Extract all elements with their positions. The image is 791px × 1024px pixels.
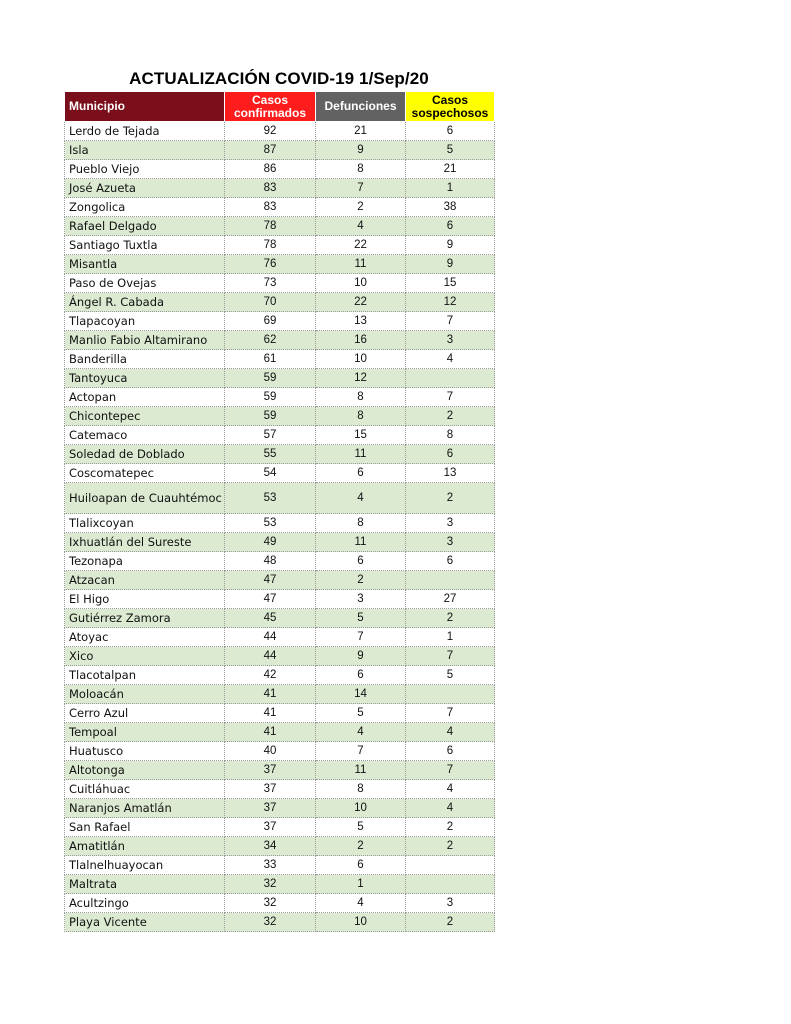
table-row xyxy=(65,255,495,274)
cell-municipio: Tempoal xyxy=(65,723,225,742)
cell-municipio: Banderilla xyxy=(65,350,225,369)
table-row xyxy=(65,590,495,609)
cell-defunciones: 7 xyxy=(316,628,406,647)
cell-municipio: José Azueta xyxy=(65,179,225,198)
cell-municipio: El Higo xyxy=(65,590,225,609)
cell-defunciones: 6 xyxy=(316,464,406,483)
cell-defunciones: 8 xyxy=(316,780,406,799)
cell-casos-confirmados: 70 xyxy=(225,293,316,312)
cell-municipio: Tlapacoyan xyxy=(65,312,225,331)
cell-defunciones: 21 xyxy=(316,122,406,141)
table-row xyxy=(65,780,495,799)
cell-casos-confirmados: 47 xyxy=(225,590,316,609)
cell-defunciones: 13 xyxy=(316,312,406,331)
cell-defunciones: 11 xyxy=(316,255,406,274)
table-row xyxy=(65,483,495,514)
cell-casos-sospechosos xyxy=(406,685,495,704)
cell-defunciones: 2 xyxy=(316,837,406,856)
cell-casos-confirmados: 44 xyxy=(225,647,316,666)
cell-defunciones: 9 xyxy=(316,647,406,666)
cell-defunciones: 10 xyxy=(316,799,406,818)
cell-casos-sospechosos: 27 xyxy=(406,590,495,609)
cell-casos-sospechosos: 7 xyxy=(406,647,495,666)
table-row xyxy=(65,198,495,217)
cell-casos-confirmados: 37 xyxy=(225,761,316,780)
cell-casos-confirmados: 48 xyxy=(225,552,316,571)
cell-municipio: Catemaco xyxy=(65,426,225,445)
cell-municipio: Tlalixcoyan xyxy=(65,514,225,533)
table-row xyxy=(65,122,495,141)
table-row xyxy=(65,647,495,666)
cell-casos-sospechosos: 6 xyxy=(406,122,495,141)
cell-casos-sospechosos: 1 xyxy=(406,179,495,198)
cell-municipio: Soledad de Doblado xyxy=(65,445,225,464)
cell-casos-confirmados: 40 xyxy=(225,742,316,761)
table-row xyxy=(65,426,495,445)
header-municipio: Municipio xyxy=(65,92,225,122)
cell-municipio: Santiago Tuxtla xyxy=(65,236,225,255)
table-row xyxy=(65,799,495,818)
cell-casos-sospechosos: 2 xyxy=(406,837,495,856)
cell-casos-confirmados: 87 xyxy=(225,141,316,160)
cell-casos-sospechosos: 8 xyxy=(406,426,495,445)
cell-casos-confirmados: 37 xyxy=(225,799,316,818)
cell-casos-sospechosos: 5 xyxy=(406,666,495,685)
table-row xyxy=(65,742,495,761)
cell-defunciones: 5 xyxy=(316,818,406,837)
cell-municipio: Paso de Ovejas xyxy=(65,274,225,293)
cell-casos-confirmados: 34 xyxy=(225,837,316,856)
table-row xyxy=(65,913,495,932)
cell-casos-sospechosos: 13 xyxy=(406,464,495,483)
table-row xyxy=(65,274,495,293)
cell-casos-confirmados: 41 xyxy=(225,723,316,742)
cell-casos-sospechosos: 2 xyxy=(406,483,495,514)
cell-defunciones: 5 xyxy=(316,704,406,723)
cell-casos-confirmados: 37 xyxy=(225,818,316,837)
cell-casos-confirmados: 49 xyxy=(225,533,316,552)
cell-casos-confirmados: 78 xyxy=(225,236,316,255)
cell-defunciones: 8 xyxy=(316,514,406,533)
cell-casos-sospechosos: 3 xyxy=(406,894,495,913)
cell-municipio: Huatusco xyxy=(65,742,225,761)
cell-casos-sospechosos: 7 xyxy=(406,312,495,331)
cell-casos-confirmados: 55 xyxy=(225,445,316,464)
cell-municipio: Rafael Delgado xyxy=(65,217,225,236)
table-row xyxy=(65,445,495,464)
table-row xyxy=(65,350,495,369)
cell-municipio: Manlio Fabio Altamirano xyxy=(65,331,225,350)
cell-casos-sospechosos xyxy=(406,369,495,388)
cell-municipio: Ixhuatlán del Sureste xyxy=(65,533,225,552)
cell-casos-confirmados: 76 xyxy=(225,255,316,274)
table-row xyxy=(65,818,495,837)
cell-casos-sospechosos: 6 xyxy=(406,217,495,236)
cell-casos-sospechosos xyxy=(406,856,495,875)
cell-casos-sospechosos: 4 xyxy=(406,350,495,369)
cell-casos-sospechosos: 4 xyxy=(406,723,495,742)
cell-casos-sospechosos: 6 xyxy=(406,742,495,761)
cell-defunciones: 10 xyxy=(316,350,406,369)
cell-casos-confirmados: 86 xyxy=(225,160,316,179)
cell-casos-confirmados: 32 xyxy=(225,894,316,913)
cell-casos-sospechosos: 7 xyxy=(406,761,495,780)
cell-casos-confirmados: 59 xyxy=(225,369,316,388)
cell-casos-confirmados: 59 xyxy=(225,407,316,426)
cell-defunciones: 7 xyxy=(316,179,406,198)
cell-defunciones: 11 xyxy=(316,445,406,464)
cell-defunciones: 5 xyxy=(316,609,406,628)
cell-casos-sospechosos: 9 xyxy=(406,236,495,255)
cell-casos-sospechosos xyxy=(406,875,495,894)
cell-defunciones: 12 xyxy=(316,369,406,388)
cell-casos-sospechosos: 3 xyxy=(406,514,495,533)
cell-casos-confirmados: 83 xyxy=(225,179,316,198)
cell-casos-confirmados: 41 xyxy=(225,685,316,704)
table-row xyxy=(65,407,495,426)
cell-casos-sospechosos: 12 xyxy=(406,293,495,312)
table-row xyxy=(65,179,495,198)
cell-municipio: Misantla xyxy=(65,255,225,274)
cell-casos-sospechosos: 2 xyxy=(406,407,495,426)
cell-casos-confirmados: 57 xyxy=(225,426,316,445)
cell-defunciones: 6 xyxy=(316,552,406,571)
cell-defunciones: 11 xyxy=(316,761,406,780)
covid-table xyxy=(64,91,495,932)
cell-defunciones: 10 xyxy=(316,913,406,932)
cell-municipio: Atzacan xyxy=(65,571,225,590)
table-row xyxy=(65,571,495,590)
cell-casos-confirmados: 45 xyxy=(225,609,316,628)
cell-defunciones: 3 xyxy=(316,590,406,609)
table-row xyxy=(65,609,495,628)
cell-municipio: Altotonga xyxy=(65,761,225,780)
cell-municipio: Lerdo de Tejada xyxy=(65,122,225,141)
cell-defunciones: 22 xyxy=(316,236,406,255)
cell-casos-sospechosos: 2 xyxy=(406,818,495,837)
cell-casos-sospechosos: 3 xyxy=(406,533,495,552)
cell-casos-sospechosos: 1 xyxy=(406,628,495,647)
cell-casos-sospechosos: 3 xyxy=(406,331,495,350)
cell-casos-confirmados: 62 xyxy=(225,331,316,350)
cell-casos-confirmados: 61 xyxy=(225,350,316,369)
cell-defunciones: 22 xyxy=(316,293,406,312)
cell-municipio: Cuitláhuac xyxy=(65,780,225,799)
cell-casos-confirmados: 32 xyxy=(225,913,316,932)
cell-defunciones: 1 xyxy=(316,875,406,894)
cell-municipio: Tlacotalpan xyxy=(65,666,225,685)
cell-municipio: Playa Vicente xyxy=(65,913,225,932)
cell-casos-sospechosos: 5 xyxy=(406,141,495,160)
table-row xyxy=(65,331,495,350)
cell-casos-confirmados: 78 xyxy=(225,217,316,236)
cell-casos-confirmados: 92 xyxy=(225,122,316,141)
cell-casos-sospechosos: 7 xyxy=(406,704,495,723)
cell-municipio: Naranjos Amatlán xyxy=(65,799,225,818)
table-row xyxy=(65,837,495,856)
cell-casos-confirmados: 44 xyxy=(225,628,316,647)
cell-municipio: Actopan xyxy=(65,388,225,407)
cell-municipio: Tezonapa xyxy=(65,552,225,571)
table-row xyxy=(65,533,495,552)
table-row xyxy=(65,236,495,255)
cell-casos-sospechosos: 38 xyxy=(406,198,495,217)
cell-municipio: Ángel R. Cabada xyxy=(65,293,225,312)
cell-defunciones: 4 xyxy=(316,723,406,742)
header-defunciones: Defunciones xyxy=(316,92,406,122)
cell-defunciones: 6 xyxy=(316,856,406,875)
table-row xyxy=(65,761,495,780)
table-row xyxy=(65,464,495,483)
cell-defunciones: 14 xyxy=(316,685,406,704)
cell-casos-confirmados: 37 xyxy=(225,780,316,799)
cell-casos-confirmados: 83 xyxy=(225,198,316,217)
cell-municipio: Gutiérrez Zamora xyxy=(65,609,225,628)
table-row xyxy=(65,666,495,685)
cell-municipio: San Rafael xyxy=(65,818,225,837)
cell-municipio: Amatitlán xyxy=(65,837,225,856)
cell-casos-sospechosos: 7 xyxy=(406,388,495,407)
table-row xyxy=(65,875,495,894)
cell-casos-confirmados: 33 xyxy=(225,856,316,875)
cell-casos-sospechosos: 2 xyxy=(406,609,495,628)
cell-casos-sospechosos: 6 xyxy=(406,445,495,464)
cell-defunciones: 15 xyxy=(316,426,406,445)
cell-casos-sospechosos: 6 xyxy=(406,552,495,571)
cell-defunciones: 4 xyxy=(316,217,406,236)
cell-casos-confirmados: 42 xyxy=(225,666,316,685)
cell-defunciones: 4 xyxy=(316,894,406,913)
cell-defunciones: 8 xyxy=(316,160,406,179)
cell-municipio: Atoyac xyxy=(65,628,225,647)
cell-casos-sospechosos: 4 xyxy=(406,780,495,799)
page-title: ACTUALIZACIÓN COVID-19 1/Sep/20 xyxy=(129,69,429,88)
table-row xyxy=(65,514,495,533)
table-row xyxy=(65,160,495,179)
cell-defunciones: 7 xyxy=(316,742,406,761)
cell-casos-confirmados: 69 xyxy=(225,312,316,331)
cell-municipio: Cerro Azul xyxy=(65,704,225,723)
table-row xyxy=(65,894,495,913)
cell-casos-confirmados: 53 xyxy=(225,483,316,514)
cell-municipio: Isla xyxy=(65,141,225,160)
cell-municipio: Zongolica xyxy=(65,198,225,217)
table-row xyxy=(65,217,495,236)
table-row xyxy=(65,312,495,331)
cell-municipio: Tantoyuca xyxy=(65,369,225,388)
table-header-row xyxy=(65,92,495,122)
cell-defunciones: 8 xyxy=(316,407,406,426)
cell-defunciones: 9 xyxy=(316,141,406,160)
table-row xyxy=(65,723,495,742)
cell-defunciones: 8 xyxy=(316,388,406,407)
cell-municipio: Huiloapan de Cuauhtémoc xyxy=(65,483,225,514)
table-row xyxy=(65,293,495,312)
table-row xyxy=(65,552,495,571)
cell-casos-sospechosos: 15 xyxy=(406,274,495,293)
table-body xyxy=(65,122,495,932)
header-casos-sospechosos: Casos sospechosos xyxy=(406,92,495,122)
cell-casos-confirmados: 47 xyxy=(225,571,316,590)
cell-defunciones: 16 xyxy=(316,331,406,350)
cell-defunciones: 10 xyxy=(316,274,406,293)
cell-casos-confirmados: 59 xyxy=(225,388,316,407)
cell-casos-sospechosos: 4 xyxy=(406,799,495,818)
cell-defunciones: 2 xyxy=(316,571,406,590)
table-row xyxy=(65,141,495,160)
cell-municipio: Xico xyxy=(65,647,225,666)
table-row xyxy=(65,628,495,647)
table-row xyxy=(65,685,495,704)
cell-municipio: Maltrata xyxy=(65,875,225,894)
cell-defunciones: 11 xyxy=(316,533,406,552)
cell-defunciones: 4 xyxy=(316,483,406,514)
cell-municipio: Chicontepec xyxy=(65,407,225,426)
table-row xyxy=(65,704,495,723)
cell-casos-sospechosos: 9 xyxy=(406,255,495,274)
cell-casos-confirmados: 41 xyxy=(225,704,316,723)
cell-casos-confirmados: 73 xyxy=(225,274,316,293)
header-casos-confirmados: Casos confirmados xyxy=(225,92,316,122)
cell-casos-sospechosos: 2 xyxy=(406,913,495,932)
cell-municipio: Pueblo Viejo xyxy=(65,160,225,179)
cell-casos-sospechosos: 21 xyxy=(406,160,495,179)
table-row xyxy=(65,856,495,875)
table-row xyxy=(65,369,495,388)
cell-casos-confirmados: 53 xyxy=(225,514,316,533)
cell-municipio: Moloacán xyxy=(65,685,225,704)
cell-casos-confirmados: 32 xyxy=(225,875,316,894)
table-row xyxy=(65,388,495,407)
cell-defunciones: 2 xyxy=(316,198,406,217)
cell-municipio: Tlalnelhuayocan xyxy=(65,856,225,875)
cell-municipio: Acultzingo xyxy=(65,894,225,913)
cell-casos-confirmados: 54 xyxy=(225,464,316,483)
cell-casos-sospechosos xyxy=(406,571,495,590)
cell-defunciones: 6 xyxy=(316,666,406,685)
cell-municipio: Coscomatepec xyxy=(65,464,225,483)
